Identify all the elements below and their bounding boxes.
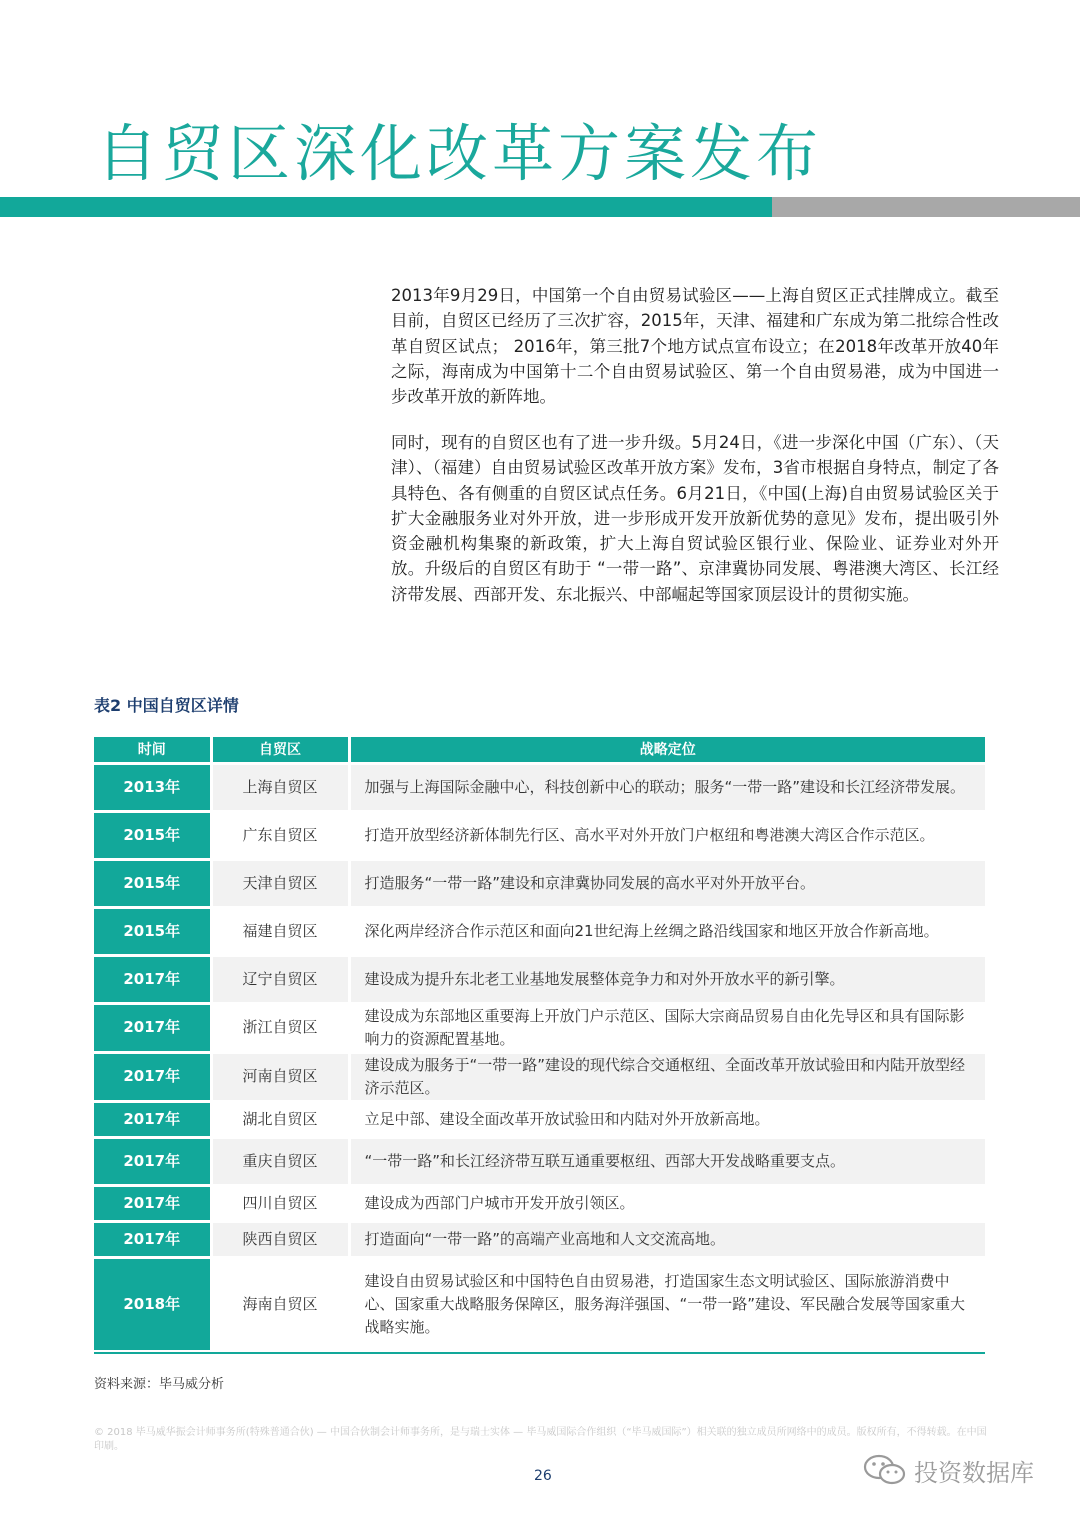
row-zone: 重庆自贸区 xyxy=(211,1137,349,1185)
row-year: 2017年 xyxy=(94,955,211,1003)
row-year: 2017年 xyxy=(94,1185,211,1221)
table-row xyxy=(94,955,985,1003)
intro-paragraph-2: 同时，现有的自贸区也有了进一步升级。5月24日，《进一步深化中国（广东）、（天津）、（福建）自由贸易试验区改革开放方案》发布，3省市根据自身特点，制定了各具特色、各有侧重的自贸区试点任务。6月21日，《中国(上海)自由贸易试验区关于扩大金融服务业对外开放，进一步形成开发开放新优势的意见》发布，提出吸引外资金融机构集聚的新政策，扩大上海自贸试验区银行业、保险业、证券业对外开放。升级后的自贸区有助于 “一带一路”、京津冀协同发展、粤港澳大湾区、长江经济带发展、西部开发、东北振兴、中部崛起等国家顶层设计的贯彻实施。 xyxy=(391,433,999,604)
row-year: 2017年 xyxy=(94,1052,211,1101)
row-year: 2015年 xyxy=(94,859,211,907)
table-row xyxy=(94,1052,985,1101)
row-zone: 海南自贸区 xyxy=(211,1257,349,1350)
row-year: 2017年 xyxy=(94,1101,211,1137)
row-zone: 上海自贸区 xyxy=(211,763,349,811)
row-year: 2018年 xyxy=(94,1257,211,1350)
source-note: 资料来源：毕马威分析 xyxy=(94,1377,225,1392)
row-position: 深化两岸经济合作示范区和面向21世纪海上丝绸之路沿线国家和地区开放合作新高地。 xyxy=(349,907,985,955)
row-position: 打造服务“一带一路”建设和京津冀协同发展的高水平对外开放平台。 xyxy=(349,859,985,907)
row-position: 建设自由贸易试验区和中国特色自由贸易港，打造国家生态文明试验区、国际旅游消费中心、国家重大战略服务保障区，服务海洋强国、“一带一路”建设、军民融合发展等国家重大战略实施。 xyxy=(349,1257,985,1350)
row-position: 建设成为服务于“一带一路”建设的现代综合交通枢纽、全面改革开放试验田和内陆开放型经济示范区。 xyxy=(349,1052,985,1101)
header-bar-teal xyxy=(0,197,772,217)
row-year: 2015年 xyxy=(94,907,211,955)
row-zone: 福建自贸区 xyxy=(211,907,349,955)
table-row xyxy=(94,1221,985,1257)
row-position: “一带一路”和长江经济带互联互通重要枢纽、西部大开发战略重要支点。 xyxy=(349,1137,985,1185)
table-row xyxy=(94,1257,985,1350)
row-zone: 广东自贸区 xyxy=(211,811,349,859)
row-year: 2017年 xyxy=(94,1221,211,1257)
row-position: 打造开放型经济新体制先行区、高水平对外开放门户枢纽和粤港澳大湾区合作示范区。 xyxy=(349,811,985,859)
row-zone: 天津自贸区 xyxy=(211,859,349,907)
row-zone: 浙江自贸区 xyxy=(211,1003,349,1052)
table-row xyxy=(94,811,985,859)
row-position: 加强与上海国际金融中心，科技创新中心的联动；服务“一带一路”建设和长江经济带发展。 xyxy=(349,763,985,811)
row-year: 2013年 xyxy=(94,763,211,811)
row-position: 立足中部、建设全面改革开放试验田和内陆对外开放新高地。 xyxy=(349,1101,985,1137)
row-year: 2015年 xyxy=(94,811,211,859)
row-year: 2017年 xyxy=(94,1003,211,1052)
table-caption: 表2 中国自贸区详情 xyxy=(94,696,239,715)
page-title: 自贸区深化改革方案发布 xyxy=(96,117,823,190)
row-zone: 辽宁自贸区 xyxy=(211,955,349,1003)
table-bottom-rule xyxy=(94,1352,985,1354)
table-row xyxy=(94,1003,985,1052)
table-header-row xyxy=(94,737,985,763)
table-row xyxy=(94,763,985,811)
header-bar-gray xyxy=(772,197,1080,217)
table-row xyxy=(94,907,985,955)
row-position: 建设成为提升东北老工业基地发展整体竞争力和对外开放水平的新引擎。 xyxy=(349,955,985,1003)
wechat-icon xyxy=(862,1452,908,1488)
fta-table xyxy=(94,737,985,1350)
row-zone: 四川自贸区 xyxy=(211,1185,349,1221)
copyright-footnote: © 2018 毕马威华振会计师事务所(特殊普通合伙) — 中国合伙制会计师事务所，是与瑞士实体 — 毕马威国际合作组织（“毕马威国际”）相关联的独立成员所网络中的成员。版权所有，不得转载。在中国印刷。 xyxy=(94,1427,987,1452)
row-position: 建设成为西部门户城市开发开放引领区。 xyxy=(349,1185,985,1221)
row-zone: 湖北自贸区 xyxy=(211,1101,349,1137)
table-row xyxy=(94,1185,985,1221)
watermark xyxy=(862,1452,1034,1488)
intro-paragraph-1: 2013年9月29日，中国第一个自由贸易试验区——上海自贸区正式挂牌成立。截至目前，自贸区已经历了三次扩容，2015年，天津、福建和广东成为第二批综合性改革自贸区试点； 2016年，第三批7个地方试点宣布设立；在2018年改革开放40年之际，海南成为中国第十二个自由贸易试验区、第一个自由贸易港，成为中国进一步改革开放的新阵地。 xyxy=(391,286,999,407)
table-row xyxy=(94,859,985,907)
table-row xyxy=(94,1137,985,1185)
row-position: 打造面向“一带一路”的高端产业高地和人文交流高地。 xyxy=(349,1221,985,1257)
watermark-text: 投资数据库 xyxy=(914,1458,1034,1487)
table-row xyxy=(94,1101,985,1137)
row-zone: 陕西自贸区 xyxy=(211,1221,349,1257)
page-number: 26 xyxy=(534,1468,552,1484)
row-position: 建设成为东部地区重要海上开放门户示范区、国际大宗商品贸易自由化先导区和具有国际影响力的资源配置基地。 xyxy=(349,1003,985,1052)
row-zone: 河南自贸区 xyxy=(211,1052,349,1101)
header-time: 时间 xyxy=(94,737,211,763)
header-zone: 自贸区 xyxy=(211,737,349,763)
row-year: 2017年 xyxy=(94,1137,211,1185)
header-position: 战略定位 xyxy=(349,737,985,763)
